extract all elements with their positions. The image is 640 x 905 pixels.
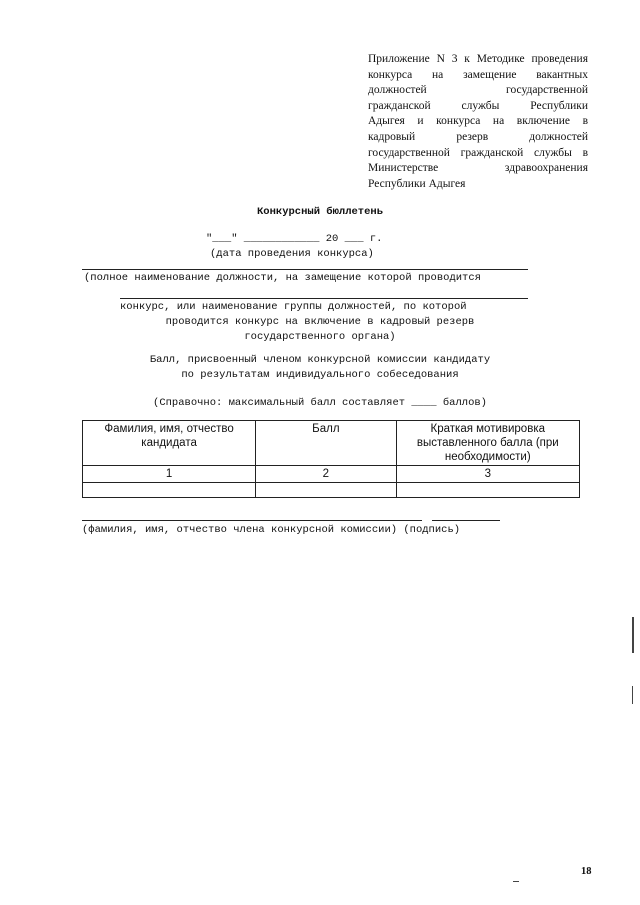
appendix-line: должностей государственной xyxy=(368,84,588,97)
appendix-line: конкурса на замещение вакантных xyxy=(368,68,588,81)
scan-artifact xyxy=(632,617,634,653)
position-caption: государственного органа) xyxy=(244,331,396,343)
appendix-line: гражданской службы Республики xyxy=(368,99,588,112)
appendix-header xyxy=(368,52,588,192)
page-number: 18 xyxy=(581,866,592,877)
table-header-cell: Краткая мотивировка выставленного балла (при необходимости) xyxy=(396,421,579,466)
appendix-line: Адыгея и конкурса на включение в xyxy=(368,115,588,128)
date-caption: (дата проведения конкурса) xyxy=(210,248,374,260)
signature-underline xyxy=(432,520,500,521)
table-cell xyxy=(256,483,396,498)
table-column-number-row xyxy=(83,466,580,483)
appendix-line: Республики Адыгея xyxy=(368,177,466,190)
score-table xyxy=(82,420,580,498)
document-title: Конкурсный бюллетень xyxy=(256,206,384,218)
position-caption: (полное наименование должности, на замещение которой проводится xyxy=(84,272,481,284)
table-header-cell: Фамилия, имя, отчество кандидата xyxy=(83,421,256,466)
table-column-number: 1 xyxy=(83,466,256,483)
table-header-row xyxy=(83,421,580,466)
member-name-underline xyxy=(82,520,422,521)
table-cell xyxy=(83,483,256,498)
score-caption: Балл, присвоенный членом конкурсной комиссии кандидату xyxy=(149,354,491,366)
appendix-line: государственной гражданской службы в xyxy=(368,146,588,159)
position-caption: конкурс, или наименование группы должностей, по которой xyxy=(120,301,467,313)
score-caption: по результатам индивидуального собеседования xyxy=(181,369,459,381)
date-line: "___" ____________ 20 ___ г. xyxy=(206,233,383,245)
position-underline xyxy=(82,269,528,270)
table-cell xyxy=(396,483,579,498)
appendix-line: Министерстве здравоохранения xyxy=(368,162,588,175)
appendix-line: кадровый резерв должностей xyxy=(368,130,588,143)
appendix-line: Приложение N 3 к Методике проведения xyxy=(368,53,588,65)
reference-note: (Справочно: максимальный балл составляет ____ баллов) xyxy=(153,397,487,409)
signature-caption: (фамилия, имя, отчество члена конкурсной комиссии) (подпись) xyxy=(82,524,461,536)
table-column-number: 3 xyxy=(396,466,579,483)
position-underline xyxy=(120,298,528,299)
scan-artifact xyxy=(632,686,633,704)
scan-artifact xyxy=(513,881,519,882)
table-header-cell: Балл xyxy=(256,421,396,466)
table-row xyxy=(83,483,580,498)
position-caption: проводится конкурс на включение в кадровый резерв xyxy=(165,316,475,328)
table-column-number: 2 xyxy=(256,466,396,483)
